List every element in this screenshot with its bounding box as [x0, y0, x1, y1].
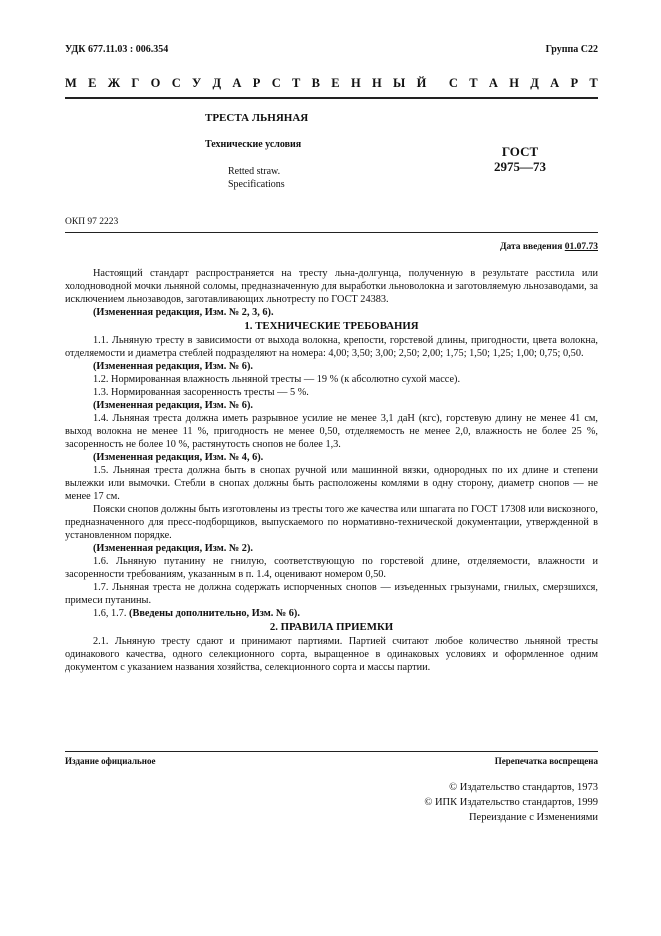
interstate-letter: Н	[371, 76, 382, 90]
interstate-standard-heading	[65, 76, 598, 91]
section-heading: 1. ТЕХНИЧЕСКИЕ ТРЕБОВАНИЯ	[244, 320, 419, 332]
interstate-letter: А	[550, 76, 560, 90]
group-code: Группа С22	[545, 44, 598, 55]
interstate-letter: Д	[212, 76, 222, 90]
effective-date-value: 01.07.73	[564, 242, 598, 252]
okp-code: ОКП 97 2223	[65, 217, 119, 227]
amendment-note: (Измененная редакция, Изм. № 6).	[93, 400, 253, 411]
interstate-letter: В	[311, 76, 320, 90]
gost-label: ГОСТ	[501, 144, 539, 159]
amendment-note: (Измененная редакция, Изм. № 4, 6).	[93, 452, 264, 463]
document-title: ТРЕСТА ЛЬНЯНАЯ	[205, 112, 309, 124]
interstate-letter: С	[448, 76, 458, 90]
interstate-letter: Т	[292, 76, 301, 90]
clause-paragraph: Настоящий стандарт распространяется на тресту льна-долгунца, полученную в результате расстила или холодноводной мочки льняной соломы, предназначенную для выработки льноволокна и заготовляемую льнозаводами, за исключением льнозаводов, заготавливающих льнотресту по ГОСТ 24383.	[65, 268, 598, 305]
clause-paragraph: 1.4. Льняная треста должна иметь разрывное усилие не менее 3,1 даН (кгс), горстевую длину не менее 41 см, выход волокна не менее 11 %, пригодность не менее 0,50, отделяемость не менее 2,0, влажность не более 25 %, засоренность не более 10 %, растянутость снопов не более 1,3.	[65, 413, 598, 450]
publisher-line1: © Издательство стандартов, 1973	[449, 782, 598, 793]
interstate-letter: Й	[416, 76, 427, 90]
publisher-line2: © ИПК Издательство стандартов, 1999	[424, 797, 598, 808]
amendment-note: (Измененная редакция, Изм. № 2).	[93, 543, 253, 554]
amendment-note: (Измененная редакция, Изм. № 6).	[93, 361, 253, 372]
clause-paragraph: 1.3. Нормированная засоренность тресты — 5 %.	[93, 387, 309, 398]
english-title-line1: Retted straw.	[228, 166, 281, 177]
interstate-letter: А	[232, 76, 242, 90]
document-subtitle: Технические условия	[205, 139, 302, 150]
amendment-note: (Измененная редакция, Изм. № 2, 3, 6).	[93, 307, 274, 318]
okp-rule	[65, 232, 598, 233]
interstate-letter: Н	[350, 76, 361, 90]
clause-paragraph: 1.6. Льняную путанину не гнилую, соответствующую по горстевой длине, отделяемости, влажности и засоренности требованиям, указанным в п. 1.4, оценивают номером 0,50.	[65, 556, 598, 580]
interstate-letter: Е	[331, 76, 340, 90]
clause-paragraph: 2.1. Льняную тресту сдают и принимают партиями. Партией считают любое количество льняной тресты одинакового качества, одного селекционного сорта, выращенное в одинаковых условиях и оформленное одним документом с указанием названия хозяйства, селекционного сорта и массы партии.	[65, 636, 598, 673]
interstate-letter: Р	[570, 76, 579, 90]
english-title	[228, 166, 285, 191]
amendment-note: (Введены дополнительно, Изм. № 6).	[129, 608, 300, 619]
interstate-letter: Ж	[107, 76, 121, 90]
clause-paragraph: 1.1. Льняную тресту в зависимости от выхода волокна, крепости, горстевой длины, пригодности, цвета волокна, отделяемости и диаметра стеблей подразделяют на номера: 4,00; 3,50; 3,00; 2,50; 2,00; 1,75; 1,50; 1,25; 1,00; 0,75; 0,50.	[65, 335, 598, 359]
publisher-block	[424, 780, 598, 825]
gost-number: 2975—73	[494, 159, 546, 174]
interstate-letter: О	[150, 76, 161, 90]
english-title-line2: Specifications	[228, 178, 285, 190]
interstate-letter: С	[171, 76, 181, 90]
interstate-letter: Ы	[393, 76, 406, 90]
interstate-letter: Т	[469, 76, 478, 90]
interstate-letter: Р	[252, 76, 261, 90]
official-edition-note: Издание официальное	[65, 756, 156, 766]
interstate-letter: М	[65, 76, 77, 90]
interstate-letter: Е	[88, 76, 97, 90]
publisher-line3: Переиздание с Изменениями	[468, 812, 598, 823]
header-rule	[65, 97, 598, 99]
gost-designation	[480, 144, 560, 174]
footer-rule	[65, 751, 598, 752]
interstate-letter: А	[488, 76, 498, 90]
clause-paragraph: 1.5. Льняная треста должна быть в снопах ручной или машинной вязки, однородных по их длине и степени вылежки или вымочки. Стебли в снопах должны быть расположены комлями в одну сторону, диаметр снопов — не менее 17 см.	[65, 465, 598, 502]
clause-paragraph: 1.2. Нормированная влажность льняной тресты — 19 % (к абсолютно сухой массе).	[93, 374, 461, 385]
reprint-prohibited-note: Перепечатка воспрещена	[494, 756, 598, 766]
interstate-letter: Н	[509, 76, 519, 90]
document-body	[65, 267, 598, 674]
interstate-letter: Т	[589, 76, 598, 90]
section-heading: 2. ПРАВИЛА ПРИЕМКИ	[269, 621, 394, 633]
clause-paragraph: Пояски снопов должны быть изготовлены из тресты того же качества или шпагата по ГОСТ 17308 или вискозного, предназначенного для пресс-подборщиков, выпускаемого по нормативно-технической документации, утвержденной в установленном порядке.	[65, 504, 598, 541]
effective-date-label: Дата введения	[499, 242, 563, 252]
clause-number: 1.6, 1.7.	[93, 608, 130, 619]
effective-date	[500, 242, 598, 252]
clause-paragraph	[65, 607, 598, 620]
udk-code: УДК 677.11.03 : 006.354	[65, 44, 169, 55]
interstate-letter: Д	[530, 76, 539, 90]
clause-paragraph: 1.7. Льняная треста не должна содержать испорченных снопов — изъеденных грызунами, гнилых, смерзшихся, примеси путанины.	[65, 582, 598, 606]
interstate-letter: С	[271, 76, 281, 90]
interstate-letter: У	[192, 76, 202, 90]
interstate-letter: Г	[131, 76, 140, 90]
